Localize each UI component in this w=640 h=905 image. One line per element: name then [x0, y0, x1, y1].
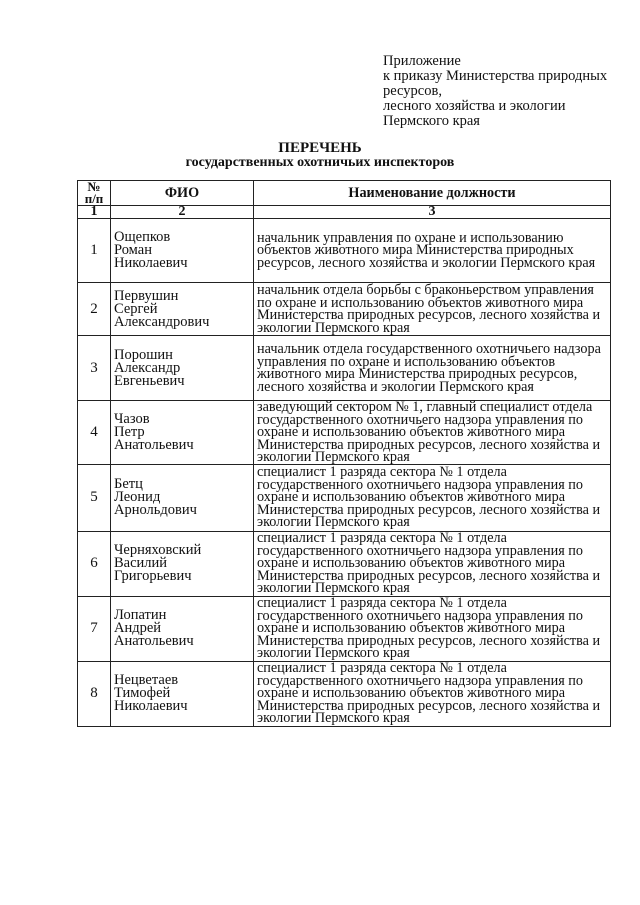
document-subtitle: государственных охотничьих инспекторов — [185, 155, 455, 170]
column-index-row — [78, 206, 611, 219]
patronymic: Николаевич — [114, 698, 188, 714]
header-number-abbr: п/п — [84, 191, 104, 206]
annex-line: Приложение — [383, 53, 461, 69]
row-position: специалист 1 разряда сектора № 1 отдела государственного охотничьего надзора управления по охране и использованию объектов животного мира Министерства природных ресурсов, лесного хозяйства и экологии Пермского края — [254, 661, 611, 726]
row-position: специалист 1 разряда сектора № 1 отдела государственного охотничьего надзора управления по охране и использованию объектов животного мира Министерства природных ресурсов, лесного хозяйства и экологии Пермского края — [254, 531, 611, 596]
row-number: 2 — [78, 283, 111, 336]
document-title: ПЕРЕЧЕНЬ — [278, 140, 362, 156]
row-number: 7 — [78, 596, 111, 661]
table-row — [78, 531, 611, 596]
row-fio — [111, 401, 254, 465]
row-fio — [111, 283, 254, 336]
row-number: 1 — [78, 219, 111, 283]
header-position: Наименование должности — [254, 181, 611, 206]
patronymic: Арнольдович — [114, 502, 197, 518]
patronymic: Анатольевич — [114, 633, 194, 649]
surname: Чазов — [114, 410, 150, 427]
patronymic: Николаевич — [114, 255, 188, 271]
row-fio — [111, 464, 254, 531]
surname: Лопатин — [114, 607, 167, 623]
patronymic: Александрович — [114, 313, 210, 330]
row-position: начальник отдела борьбы с браконьерством управления по охране и использованию объектов животного мира Министерства природных ресурсов, лесного хозяйства и экологии Пермского края — [254, 283, 611, 336]
row-position: заведующий сектором № 1, главный специалист отдела государственного охотничьего надзора управления по охране и использованию объектов животного мира Министерства природных ресурсов, лесного хозяйства и экологии Пермского края — [254, 401, 611, 465]
table-row — [78, 336, 611, 401]
row-fio — [111, 596, 254, 661]
annex-block — [383, 54, 633, 129]
first-name: Василий — [114, 555, 168, 571]
surname: Ощепков — [114, 229, 171, 245]
row-number: 4 — [78, 401, 111, 465]
surname: Нецветаев — [114, 672, 179, 688]
table-row — [78, 219, 611, 283]
first-name: Тимофей — [114, 685, 171, 701]
row-fio — [111, 531, 254, 596]
patronymic: Григорьевич — [114, 568, 192, 584]
row-fio — [111, 336, 254, 401]
surname: Первушин — [114, 287, 179, 304]
annex-line: Пермского края — [383, 113, 480, 129]
patronymic: Анатольевич — [114, 436, 194, 453]
row-number: 5 — [78, 464, 111, 531]
inspectors-table — [77, 180, 611, 727]
table-row — [78, 464, 611, 531]
annex-line: ресурсов, — [383, 83, 442, 99]
annex-line: к приказу Министерства природных — [383, 68, 608, 84]
header-number-sign: № — [87, 179, 101, 194]
surname: Порошин — [114, 346, 173, 363]
first-name: Андрей — [114, 620, 162, 636]
row-position: специалист 1 разряда сектора № 1 отдела государственного охотничьего надзора управления по охране и использованию объектов животного мира Министерства природных ресурсов, лесного хозяйства и экологии Пермского края — [254, 596, 611, 661]
row-number: 8 — [78, 661, 111, 726]
row-position: начальник отдела государственного охотничьего надзора управления по охране и использованию объектов животного мира Министерства природных ресурсов, лесного хозяйства и экологии Пермского края — [254, 336, 611, 401]
row-number: 3 — [78, 336, 111, 401]
header-number — [78, 181, 111, 206]
first-name: Роман — [114, 242, 152, 258]
table-row — [78, 661, 611, 726]
annex-line: лесного хозяйства и экологии — [383, 98, 566, 114]
table-row — [78, 596, 611, 661]
first-name: Александр — [114, 359, 181, 376]
table-header-row — [78, 181, 611, 206]
surname: Бетц — [114, 476, 143, 492]
first-name: Сергей — [114, 300, 158, 317]
row-position: специалист 1 разряда сектора № 1 отдела государственного охотничьего надзора управления по охране и использованию объектов животного мира Министерства природных ресурсов, лесного хозяйства и экологии Пермского края — [254, 464, 611, 531]
column-index: 1 — [78, 206, 111, 219]
column-index: 2 — [111, 206, 254, 219]
row-fio — [111, 219, 254, 283]
surname: Черняховский — [114, 542, 202, 558]
row-position: начальник управления по охране и использованию объектов животного мира Министерства природных ресурсов, лесного хозяйства и экологии Пермского края — [254, 219, 611, 283]
row-number: 6 — [78, 531, 111, 596]
header-fio: ФИО — [111, 181, 254, 206]
column-index: 3 — [254, 206, 611, 219]
table-row — [78, 401, 611, 465]
patronymic: Евгеньевич — [114, 372, 185, 389]
table-row — [78, 283, 611, 336]
first-name: Петр — [114, 423, 145, 440]
row-fio — [111, 661, 254, 726]
first-name: Леонид — [114, 489, 161, 505]
